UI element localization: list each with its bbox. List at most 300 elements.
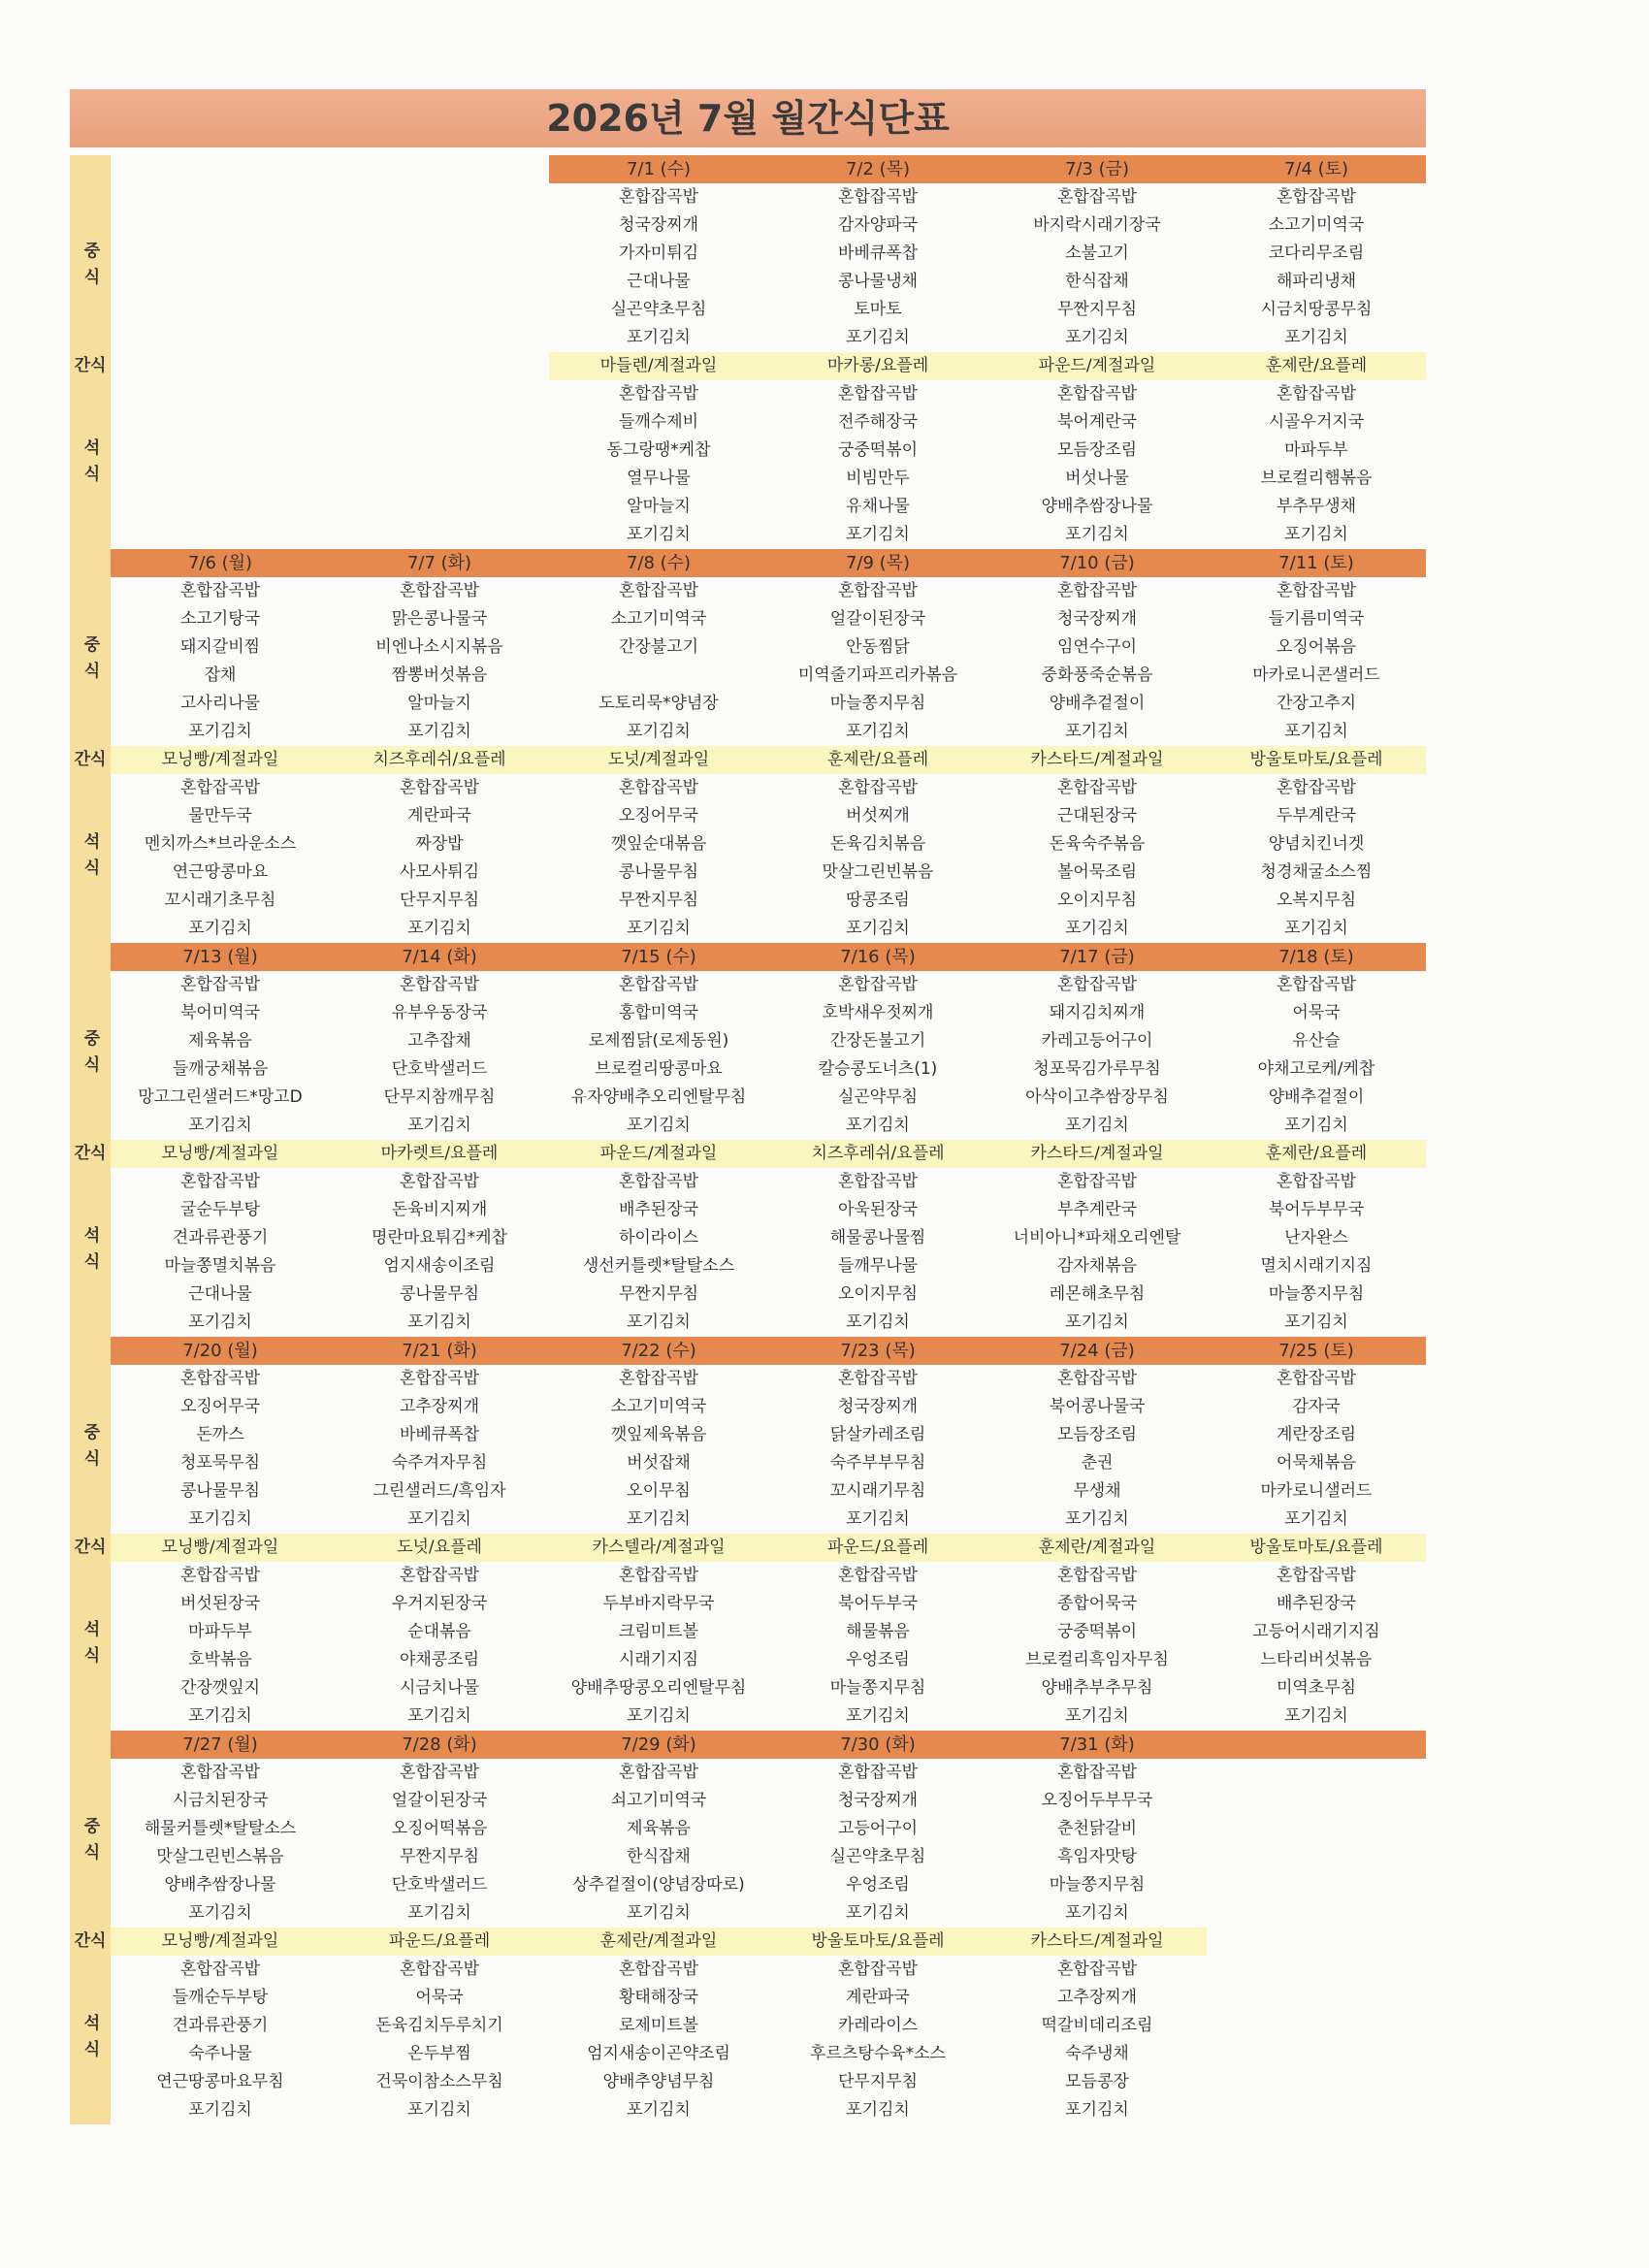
day-date: 7/17 (금) [1059,947,1135,967]
menu-item: 혼합잡곡밥 [1056,1960,1138,1979]
menu-item: 단무지무침 [837,2072,919,2091]
dinner-row [111,1196,1426,1224]
menu-item: 비엔나소시지볶음 [375,637,503,657]
menu-item: 포기김치 [1284,525,1348,544]
menu-item: 느타리버섯볶음 [1260,1650,1373,1669]
snack-label: 간식 [74,1931,107,1951]
menu-item: 포기김치 [846,328,910,347]
menu-item: 후르츠탕수육*소스 [810,2044,946,2063]
snack-item: 파운드/요플레 [768,1534,987,1562]
day-date: 7/9 (목) [845,553,911,573]
menu-item [330,521,549,549]
menu-item: 계란파국 [407,806,471,826]
menu-item: 버섯잡채 [627,1453,691,1473]
lunch-row [111,1421,1426,1449]
date-header-row [111,1731,1426,1759]
menu-item [1207,2096,1426,2124]
menu-item: 토마토 [854,300,902,319]
menu-item: 포기김치 [188,919,252,938]
menu-item: 혼합잡곡밥 [1056,581,1138,600]
menu-item: 혼합잡곡밥 [837,187,919,207]
dinner-row [111,1956,1426,1984]
menu-item: 감자국 [1292,1397,1341,1416]
snack-label: 간식 [74,750,107,769]
menu-item: 모듬장조림 [1056,440,1138,460]
snack-item: 방울토마토/요플레 [1207,746,1426,774]
menu-item: 혼합잡곡밥 [618,1960,699,1979]
lunch-row [111,183,1426,211]
menu-item: 포기김치 [627,525,691,544]
lunch-row [111,211,1426,240]
menu-item: 콩나물무침 [399,1284,480,1304]
menu-item [1207,1815,1426,1843]
menu-item: 해물커틀렛*탈탈소스 [144,1819,297,1838]
menu-item: 오징어떡볶음 [391,1819,488,1838]
menu-item: 해파리냉채 [1276,272,1357,291]
menu-item: 엄지새송이곤약조림 [587,2044,730,2063]
dinner-row [111,887,1426,915]
dinner-row [111,774,1426,802]
menu-item: 시금치된장국 [172,1791,269,1810]
menu-item: 떡갈비데리조림 [1041,2016,1153,2035]
menu-item: 고등어시래기지짐 [1252,1622,1380,1641]
dinner-label: 석식 [80,832,100,885]
snack-item: 치즈후레쉬/요플레 [768,1140,987,1168]
menu-item: 종합어묵국 [1056,1594,1138,1613]
menu-item: 포기김치 [627,722,691,741]
dinner-row [111,1224,1426,1252]
menu-item: 멘치까스*브라운소스 [144,834,297,854]
menu-item: 오징어무국 [618,806,699,826]
menu-item: 포기김치 [846,1509,910,1529]
snack-item: 카스타드/계절과일 [987,1140,1207,1168]
dinner-row [111,1562,1426,1590]
menu-item: 콩나물무침 [618,862,699,882]
menu-item: 고등어구이 [837,1819,919,1838]
snack-item: 도넛/요플레 [330,1534,549,1562]
menu-item: 명란마요튀김*케찹 [372,1228,507,1247]
lunch-label: 중식 [80,242,100,294]
menu-item: 북어두부국 [837,1594,919,1613]
snack-item: 카스타드/계절과일 [987,1928,1207,1956]
menu-item: 어묵국 [415,1988,464,2007]
lunch-label: 중식 [80,635,100,688]
menu-item: 콩나물무침 [179,1481,261,1501]
lunch-row [111,1787,1426,1815]
menu-item: 중화풍죽순볶음 [1041,665,1153,685]
snack-item: 방울토마토/요플레 [768,1928,987,1956]
menu-item [330,183,549,211]
menu-item: 혼합잡곡밥 [837,1172,919,1191]
menu-item: 포기김치 [1065,1312,1129,1332]
menu-item: 돈까스 [196,1425,244,1444]
menu-item [1207,1899,1426,1928]
menu-item: 소고기미역국 [610,1397,707,1416]
dinner-row [111,802,1426,830]
dinner-row [111,2068,1426,2096]
menu-item: 포기김치 [1065,1706,1129,1726]
lunch-row [111,1899,1426,1928]
lunch-row [111,1815,1426,1843]
menu-item: 물만두국 [188,806,252,826]
dinner-row [111,915,1426,943]
lunch-row [111,690,1426,718]
menu-item [111,465,330,493]
menu-item: 포기김치 [1284,1509,1348,1529]
menu-item: 쇠고기미역국 [610,1791,707,1810]
menu-item: 양배추부추무침 [1041,1678,1153,1698]
menu-item: 그린샐러드/흑임자 [372,1481,506,1501]
menu-item: 포기김치 [188,1116,252,1135]
menu-item: 꼬시래기무침 [829,1481,926,1501]
menu-item: 포기김치 [407,722,471,741]
menu-item: 포기김치 [627,328,691,347]
menu-item: 혼합잡곡밥 [179,1566,261,1585]
menu-item: 호박새우젓찌개 [822,1003,934,1022]
menu-item: 미역초무침 [1276,1678,1357,1698]
snack-row [111,1534,1426,1562]
menu-item: 도토리묵*양념장 [598,694,719,713]
menu-item: 춘권 [1081,1453,1114,1473]
menu-item: 혼합잡곡밥 [179,778,261,797]
day-date [330,155,549,183]
menu-item: 우거지된장국 [391,1594,488,1613]
menu-item: 포기김치 [1284,1116,1348,1135]
menu-item [111,437,330,465]
menu-item: 돼지김치찌개 [1049,1003,1146,1022]
snack-item: 파운드/계절과일 [549,1140,768,1168]
snack-item: 모닝빵/계절과일 [111,1140,330,1168]
menu-item: 포기김치 [846,919,910,938]
menu-item: 포기김치 [627,2100,691,2120]
menu-item: 청국장찌개 [837,1791,919,1810]
menu-item: 근대나물 [188,1284,252,1304]
menu-item: 혼합잡곡밥 [1056,1172,1138,1191]
menu-item: 레몬해초무침 [1049,1284,1146,1304]
menu-item: 마늘쫑지무침 [829,694,926,713]
menu-item: 들깨무나물 [837,1256,919,1276]
menu-item: 무짠지무침 [618,891,699,910]
snack-item: 마카롱/요플레 [768,352,987,380]
dinner-row [111,493,1426,521]
menu-item: 포기김치 [188,722,252,741]
menu-item: 포기김치 [846,2100,910,2120]
menu-item: 혼합잡곡밥 [179,581,261,600]
menu-item: 한식잡채 [627,1847,691,1866]
menu-item: 미역줄기파프리카볶음 [797,665,958,685]
menu-item: 청경채굴소스찜 [1260,862,1373,882]
menu-item [111,380,330,408]
menu-item: 소고기탕국 [179,609,261,629]
menu-item: 난자완스 [1284,1228,1348,1247]
menu-item: 카레고등어구이 [1041,1031,1153,1051]
menu-item: 간장불고기 [618,637,699,657]
menu-item [549,662,768,690]
menu-item: 아욱된장국 [837,1200,919,1219]
menu-item: 포기김치 [1284,919,1348,938]
menu-item: 포기김치 [407,1312,471,1332]
menu-item: 맛살그린빈볶음 [822,862,934,882]
snack-label: 간식 [74,356,107,375]
lunch-label: 중식 [80,1817,100,1869]
menu-item: 마늘쫑멸치볶음 [164,1256,276,1276]
menu-item [1207,2040,1426,2068]
menu-item: 열무나물 [627,469,691,488]
menu-item: 바베큐폭찹 [837,243,919,263]
dinner-row [111,1280,1426,1309]
lunch-row [111,1871,1426,1899]
menu-item: 아삭이고추쌈장무침 [1025,1087,1169,1107]
menu-item: 상추겉절이(양념장따로) [572,1875,745,1895]
menu-item: 홍합미역국 [618,1003,699,1022]
menu-item: 브로컬리흑임자무침 [1025,1650,1169,1669]
day-date: 7/4 (토) [1207,155,1426,183]
menu-item: 알마늘지 [627,497,691,516]
menu-item [330,240,549,268]
menu-item: 혼합잡곡밥 [1056,384,1138,404]
dinner-row [111,1309,1426,1337]
dinner-row [111,1674,1426,1702]
menu-item: 소고기미역국 [1268,215,1365,235]
menu-item: 두부바지락무국 [602,1594,715,1613]
menu-item: 포기김치 [1065,1903,1129,1923]
menu-item: 모듬콩장 [1065,2072,1129,2091]
menu-item [111,521,330,549]
menu-item: 혼합잡곡밥 [1056,1763,1138,1782]
snack-item: 모닝빵/계절과일 [111,746,330,774]
menu-item: 마파두부 [1284,440,1348,460]
menu-item: 혼합잡곡밥 [837,1566,919,1585]
menu-item: 오징어볶음 [1276,637,1357,657]
menu-item: 청국장찌개 [1056,609,1138,629]
menu-item: 크림미트볼 [618,1622,699,1641]
lunch-row [111,999,1426,1027]
menu-item: 양배추겉절이 [1268,1087,1365,1107]
menu-item [111,211,330,240]
dinner-row [111,830,1426,859]
menu-item: 포기김치 [1065,1509,1129,1529]
lunch-row [111,1112,1426,1140]
menu-item: 혼합잡곡밥 [399,778,480,797]
menu-item: 근대나물 [627,272,691,291]
menu-item: 오징어무국 [179,1397,261,1416]
menu-item: 꼬시래기초무침 [164,891,276,910]
menu-item: 소불고기 [1065,243,1129,263]
menu-item: 야채콩조림 [399,1650,480,1669]
snack-item: 훈제란/계절과일 [549,1928,768,1956]
menu-item: 유부우동장국 [391,1003,488,1022]
menu-item: 얼갈이된장국 [829,609,926,629]
menu-item: 혼합잡곡밥 [1276,975,1357,994]
menu-item [330,296,549,324]
menu-item: 시래기지짐 [618,1650,699,1669]
menu-item: 황태해장국 [618,1988,699,2007]
day-date: 7/11 (토) [1278,553,1354,573]
menu-item: 혼합잡곡밥 [399,1960,480,1979]
snack-item: 카스텔라/계절과일 [549,1534,768,1562]
menu-item: 배추된장국 [1276,1594,1357,1613]
lunch-row [111,577,1426,605]
snack-item [1207,1928,1426,1956]
dinner-row [111,408,1426,437]
menu-item: 우엉조림 [846,1875,910,1895]
snack-label: 간식 [74,1144,107,1163]
menu-item: 비빔만두 [846,469,910,488]
menu-item: 두부계란국 [1276,806,1357,826]
menu-item: 포기김치 [1065,525,1129,544]
dinner-row [111,437,1426,465]
snack-item: 치즈후레쉬/요플레 [330,746,549,774]
menu-item: 오이무침 [627,1481,691,1501]
dinner-row [111,1984,1426,2012]
menu-item: 모듬장조림 [1056,1425,1138,1444]
snack-item [111,352,330,380]
menu-table [74,155,1426,2124]
menu-item: 바지락시래기장국 [1033,215,1161,235]
menu-item: 견과류관풍기 [172,2016,269,2035]
menu-item: 하이라이스 [618,1228,699,1247]
menu-item: 혼합잡곡밥 [1276,1566,1357,1585]
menu-item: 실곤약초무침 [610,300,707,319]
menu-item: 안동찜닭 [846,637,910,657]
menu-item: 버섯된장국 [179,1594,261,1613]
menu-item: 무짠지무침 [1056,300,1138,319]
menu-item: 계란파국 [846,1988,910,2007]
menu-item: 마카로니콘샐러드 [1252,665,1380,685]
snack-row [111,1140,1426,1168]
date-header-row [111,1337,1426,1365]
menu-item: 멸치시래기지짐 [1260,1256,1373,1276]
menu-item: 청포묵김가루무침 [1033,1059,1161,1079]
menu-item: 너비아니*파채오리엔탈 [1013,1228,1181,1247]
menu-item: 감자채볶음 [1056,1256,1138,1276]
menu-item: 깻잎순대볶음 [610,834,707,854]
menu-item: 혼합잡곡밥 [1276,187,1357,207]
menu-item: 시골우거지국 [1268,412,1365,432]
menu-item: 양념치킨너겟 [1268,834,1365,854]
dinner-row [111,2012,1426,2040]
menu-item [111,183,330,211]
menu-item: 사모사튀김 [399,862,480,882]
menu-item: 들깨궁채볶음 [172,1059,269,1079]
menu-item: 굴순두부탕 [179,1200,261,1219]
menu-item: 칼승콩도너츠(1) [818,1059,938,1079]
menu-item: 감자양파국 [837,215,919,235]
menu-item: 혼합잡곡밥 [1056,1566,1138,1585]
menu-item: 마늘쫑지무침 [1049,1875,1146,1895]
menu-item: 청국장찌개 [837,1397,919,1416]
snack-row [111,352,1426,380]
menu-item: 북어계란국 [1056,412,1138,432]
menu-item: 오이지무침 [837,1284,919,1304]
menu-item: 북어두부무국 [1268,1200,1365,1219]
menu-item: 볼어묵조림 [1056,862,1138,882]
menu-item: 브로컬리땅콩마요 [595,1059,723,1079]
menu-item: 어묵국 [1292,1003,1341,1022]
menu-item: 흑임자맛탕 [1056,1847,1138,1866]
menu-item: 포기김치 [407,1509,471,1529]
menu-item: 유채나물 [846,497,910,516]
menu-item: 포기김치 [407,919,471,938]
menu-item: 돈육숙주볶음 [1049,834,1146,854]
menu-item [1207,1956,1426,1984]
menu-item: 전주해장국 [837,412,919,432]
menu-item [330,437,549,465]
menu-item: 혼합잡곡밥 [618,1763,699,1782]
menu-item: 무짠지무침 [399,1847,480,1866]
menu-item: 혼합잡곡밥 [837,1960,919,1979]
menu-item: 제육볶음 [627,1819,691,1838]
lunch-row [111,1393,1426,1421]
menu-item: 혼합잡곡밥 [179,1172,261,1191]
menu-item [1207,1787,1426,1815]
lunch-label: 중식 [80,1029,100,1082]
menu-item: 버섯찌개 [846,806,910,826]
dinner-label: 석식 [80,1620,100,1672]
menu-item: 포기김치 [1065,1116,1129,1135]
menu-item: 고추장찌개 [399,1397,480,1416]
date-header-row [111,549,1426,577]
lunch-label: 중식 [80,1423,100,1475]
menu-item: 들깨수제비 [618,412,699,432]
lunch-row [111,1843,1426,1871]
lunch-row [111,1449,1426,1477]
date-header-row [111,943,1426,971]
menu-item: 해물콩나물찜 [829,1228,926,1247]
dinner-row [111,2040,1426,2068]
menu-item: 임연수구이 [1056,637,1138,657]
menu-item: 혼합잡곡밥 [1276,778,1357,797]
date-header-row [111,155,1426,183]
menu-item: 동그랑땡*케찹 [606,440,711,460]
menu-item: 포기김치 [1065,722,1129,741]
day-date [1207,1731,1426,1759]
lunch-row [111,268,1426,296]
lunch-row [111,1506,1426,1534]
menu-item: 배추된장국 [618,1200,699,1219]
snack-item: 훈제란/요플레 [768,746,987,774]
menu-item: 무생채 [1073,1481,1121,1501]
menu-item: 혼합잡곡밥 [179,975,261,994]
snack-row [111,1928,1426,1956]
day-date: 7/22 (수) [621,1341,696,1361]
menu-item: 혼합잡곡밥 [399,1763,480,1782]
menu-item: 짬뽕버섯볶음 [391,665,488,685]
menu-item: 혼합잡곡밥 [1276,581,1357,600]
day-date: 7/18 (토) [1278,947,1354,967]
menu-item: 혼합잡곡밥 [179,1960,261,1979]
dinner-row [111,859,1426,887]
menu-item: 알마늘지 [407,694,471,713]
snack-item: 마들렌/계절과일 [549,352,768,380]
menu-item: 포기김치 [1284,328,1348,347]
day-date: 7/1 (수) [549,155,768,183]
snack-item: 모닝빵/계절과일 [111,1534,330,1562]
menu-item [111,268,330,296]
menu-item: 엄지새송이조림 [383,1256,496,1276]
menu-item: 고사리나물 [179,694,261,713]
snack-item: 방울토마토/요플레 [1207,1534,1426,1562]
menu-item: 로제미트볼 [618,2016,699,2035]
menu-item: 부추무생채 [1276,497,1357,516]
dinner-row [111,1702,1426,1731]
menu-item: 혼합잡곡밥 [1276,1172,1357,1191]
menu-item [330,408,549,437]
menu-item: 깻잎제육볶음 [610,1425,707,1444]
menu-item: 부추계란국 [1056,1200,1138,1219]
menu-item: 버섯나물 [1065,469,1129,488]
menu-item: 땅콩조림 [846,891,910,910]
